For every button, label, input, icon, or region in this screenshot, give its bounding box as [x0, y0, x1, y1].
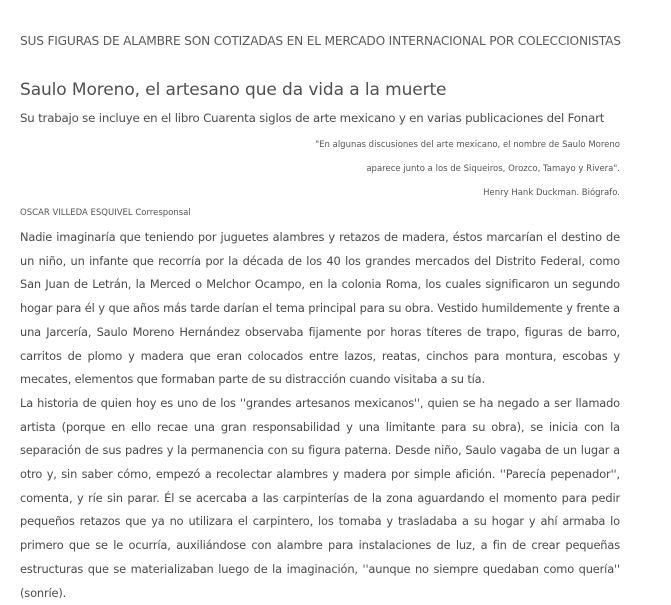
article-subhead: Su trabajo se incluye en el libro Cuarenta siglos de arte mexicano y en varias publicaciones del Fonart	[20, 111, 605, 125]
body-paragraph: La historia de quien hoy es uno de los ''grandes artesanos mexicanos'', quien se ha negado a ser llamado artista (porque en ello recae una gran responsabilidad y una limitante para su obra), se inicia con la separación de sus padres y la permanencia con su figura paterna. Desde niño, Saulo vagaba de un lugar a otro y, sin saber cómo, empezó a recolectar alambres y madera por simple afición. ''Parecía pepenador'', comenta, y ríe sin parar. Él se acercaba a las carpinterías de la zona aguardando el momento para pedir pequeños retazos que ya no utilizara el carpintero, los tomaba y trasladaba a su hogar y ahí armaba lo primero que se le ocurría, auxiliándose con alambre para instalaciones de luz, a fin de crear pequeñas estructuras que se materializaban luego de la imaginación, ''aunque no siempre quedaban como quería'' (sonríe).	[20, 395, 620, 600]
epigraph-quote	[20, 133, 620, 205]
epigraph-attribution: Henry Hank Duckman. Biógrafo.	[483, 188, 620, 198]
article-kicker: SUS FIGURAS DE ALAMBRE SON COTIZADAS EN EL MERCADO INTERNACIONAL POR COLECCIONISTAS	[20, 34, 621, 48]
article-body	[20, 226, 620, 605]
body-paragraph: Nadie imaginaría que teniendo por juguetes alambres y retazos de madera, éstos marcarían el destino de un niño, un infante que recorría por la década de los 40 los grandes mercados del Distrito Federal, como San Juan de Letrán, la Merced o Melchor Ocampo, en la colonia Roma, los cuales significaron un segundo hogar para él y que años más tarde darían el tema principal para su obra. Vestido humildemente y frente a una Jarcería, Saulo Moreno Hernández observaba fijamente por horas títeres de trapo, figuras de barro, carritos de plomo y madera que eran colocados entre lazos, reatas, cinchos para montura, escobas y mecates, elementos que formaban parte de su distracción cuando visitaba a su tía.	[20, 230, 620, 387]
article-byline: OSCAR VILLEDA ESQUIVEL Corresponsal	[20, 208, 191, 218]
epigraph-line: "En algunas discusiones del arte mexicano, el nombre de Saulo Moreno	[315, 140, 620, 150]
article-headline: Saulo Moreno, el artesano que da vida a la muerte	[20, 80, 447, 100]
epigraph-line: aparece junto a los de Siqueiros, Orozco, Tamayo y Rivera".	[366, 164, 620, 174]
